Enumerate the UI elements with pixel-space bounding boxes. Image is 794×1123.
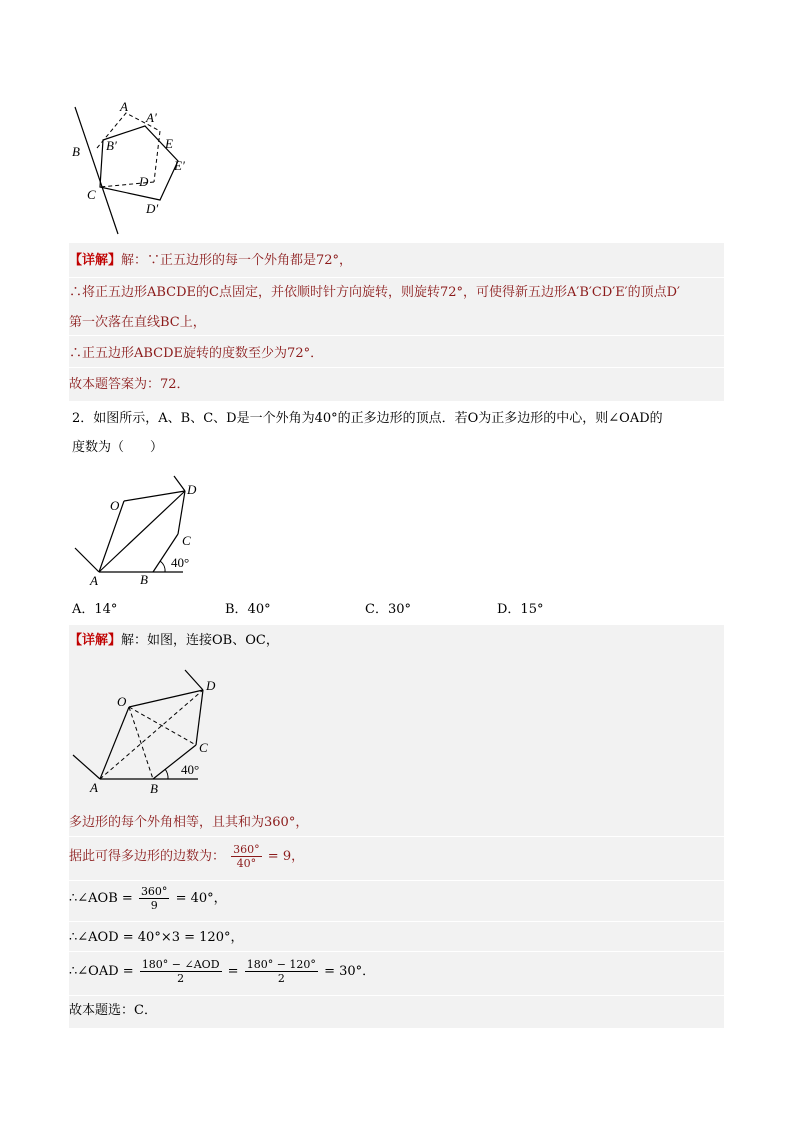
- fig2-label-angle: 40°: [171, 555, 190, 570]
- fig1-label-b-prime: B′: [106, 138, 117, 153]
- fraction-sides: $\frac{360^\circ}{40^\circ}$: [233, 843, 260, 870]
- question2-line-2: 度数为（ ）: [72, 440, 164, 455]
- fraction-oad-2: $\frac{180^\circ - 120^\circ}{2}$: [246, 958, 316, 985]
- option-d: D．15°: [497, 602, 544, 617]
- fig2-label-d: D: [187, 482, 197, 497]
- solution2-line-6: 故本题选：C．: [69, 1003, 157, 1018]
- solution1-line-1: [69, 253, 352, 269]
- solution2-tag: 【详解】: [69, 633, 122, 648]
- fraction-oad-1: $\frac{\text{180° − ∠AOD}}{2}$: [141, 958, 220, 985]
- solution1-line-4: ∴正五边形ABCDE旋转的度数至少为72°．: [69, 346, 324, 361]
- fig1-label-b: B: [72, 144, 80, 159]
- sol-fig-label-c: C: [199, 740, 208, 755]
- fig1-label-a: A: [120, 99, 128, 114]
- solution1-line-2: ∴将正五边形ABCDE的C点固定，并依顺时针方向旋转，则旋转72°，可使得新五边形A′B′CD′E′的顶点D′: [69, 285, 681, 300]
- line-bc: [75, 107, 118, 234]
- pentagon-rotation-figure: [60, 95, 200, 240]
- solution1-tag: 【详解】: [69, 253, 122, 268]
- question2-line-1: 2．如图所示，A、B、C、D是一个外角为40°的正多边形的顶点．若O为正多边形的中心，则∠OAD的: [72, 411, 663, 426]
- solution1-line-5: 故本题答案为：72．: [69, 377, 190, 392]
- solution2-line-3: ∴∠AOB = $\frac{360^\circ}{9}$ = 40°，: [69, 885, 227, 912]
- fig2-label-a: A: [90, 573, 98, 588]
- sol-fig-label-b: B: [150, 781, 158, 796]
- fig2-label-o: O: [110, 498, 120, 513]
- polygon-figure-solution: [69, 665, 229, 795]
- solution2-line-4: ∴∠AOD = 40°×3 = 120°，: [69, 930, 244, 945]
- sol-fig-label-a: A: [90, 780, 98, 795]
- fig1-label-a-prime: A′: [146, 110, 157, 125]
- polygon-figure-question2: [70, 470, 210, 590]
- angle-arc: [160, 561, 165, 572]
- fig1-label-d: D: [139, 174, 149, 189]
- fraction-aob: $\frac{360^\circ}{9}$: [140, 885, 168, 912]
- sol-fig-label-o: O: [117, 694, 127, 709]
- fig2-label-b: B: [140, 572, 148, 587]
- solution-block-1: [69, 243, 724, 401]
- sol-fig-label-d: D: [206, 678, 216, 693]
- fig2-label-c: C: [182, 533, 191, 548]
- option-b: B．40°: [225, 602, 271, 617]
- solution2-line-5: ∴∠OAD = $\frac{\text{180° − ∠AOD}}{2}$ = $\frac{180^\circ - 120^\circ}{2}$ = 30°．: [69, 958, 376, 985]
- fig1-label-d-prime: D′: [146, 201, 159, 216]
- solution1-line-3: 第一次落在直线BC上，: [69, 315, 206, 330]
- fig1-label-c: C: [87, 187, 96, 202]
- option-c: C．30°: [365, 602, 411, 617]
- solution2-intro: 【详解】解：如图，连接OB、OC，: [69, 633, 279, 648]
- solution-block-2: [69, 625, 724, 1028]
- solution1-text-1: 解：∵正五边形的每一个外角都是72°，: [121, 253, 353, 268]
- fig1-label-e-prime: E′: [174, 158, 185, 173]
- fig1-label-e: E: [165, 136, 173, 151]
- solution2-line-2: 据此可得多边形的边数为： $\frac{360^\circ}{40^\circ}$ = 9，: [69, 843, 305, 870]
- solution2-line-1: 多边形的每个外角相等，且其和为360°，: [69, 815, 309, 830]
- sol-fig-label-angle: 40°: [181, 762, 200, 777]
- option-a: A．14°: [72, 602, 118, 617]
